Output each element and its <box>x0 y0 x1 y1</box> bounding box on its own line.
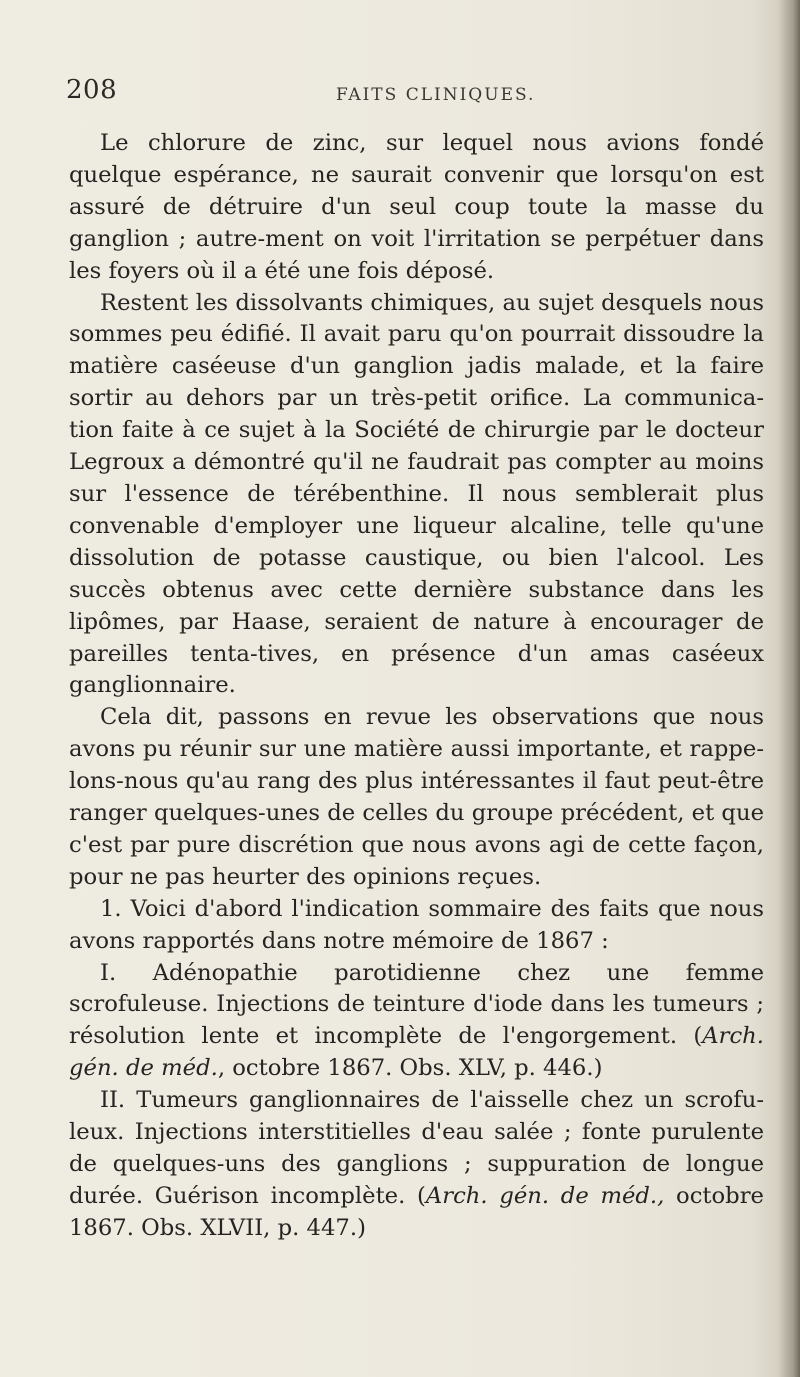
body-text <box>69 128 764 1245</box>
running-head: FAITS CLINIQUES. <box>336 85 536 105</box>
observation-2-reference: Arch. gén. de méd., <box>425 1182 665 1209</box>
observation-1-tail: , octobre 1867. Obs. XLV, p. 446.) <box>217 1055 603 1082</box>
observation-1-text: I. Adénopathie parotidienne chez une femme scrofuleuse. Injections de teinture d'iode dans les tumeurs ; résolution lente et incomplète de l'engorgement. ( <box>69 959 764 1050</box>
paragraph-indication-sommaire: 1. Voici d'abord l'indication sommaire des faits que nous avons rapportés dans notre mémoire de 1867 : <box>69 895 764 954</box>
page-header <box>0 75 800 115</box>
observation-1 <box>69 958 764 1086</box>
observation-1-reference: Arch. gén. de méd. <box>69 1023 764 1082</box>
observation-2-text: II. Tumeurs ganglionnaires de l'aisselle chez un scrofu-leux. Injections interstitielles d'eau salée ; fonte purulente de quelques-uns des ganglions ; suppuration de longue durée. Guérison incomplète. ( <box>69 1087 764 1209</box>
page-number: 208 <box>66 75 118 105</box>
binding-edge-shadow <box>778 0 800 1377</box>
paragraph-dissolvants: Restent les dissolvants chimiques, au sujet desquels nous sommes peu édifié. Il avait paru qu'on pourrait dissoudre la matière caséeuse d'un ganglion jadis malade, et la faire sortir au dehors par un très-petit orifice. La communica-tion faite à ce sujet à la Société de chirurgie par le docteur Legroux a démontré qu'il ne faudrait pas compter au moins sur l'essence de térébenthine. Il nous semblerait plus convenable d'employer une liqueur alcaline, telle qu'une dissolution de potasse caustique, ou bien l'alcool. Les succès obtenus avec cette dernière substance dans les lipômes, par Haase, seraient de nature à encourager de pareilles tenta-tives, en présence d'un amas caséeux ganglionnaire. <box>69 289 764 699</box>
paragraph-observations-intro: Cela dit, passons en revue les observations que nous avons pu réunir sur une matière aussi importante, et rappe-lons-nous qu'au rang des plus intéressantes il faut peut-être ranger quelques-unes de celles du groupe précédent, et que c'est par pure discrétion que nous avons agi de cette façon, pour ne pas heurter des opinions reçues. <box>69 704 764 890</box>
observation-2-tail: octobre 1867. Obs. XLVII, p. 447.) <box>69 1182 764 1241</box>
paragraph-chlorure: Le chlorure de zinc, sur lequel nous avions fondé quelque espérance, ne saurait convenir que lorsqu'on est assuré de détruire d'un seul coup toute la masse du ganglion ; autre-ment on voit l'irritation se perpétuer dans les foyers où il a été une fois déposé. <box>69 130 764 284</box>
observation-2 <box>69 1085 764 1245</box>
